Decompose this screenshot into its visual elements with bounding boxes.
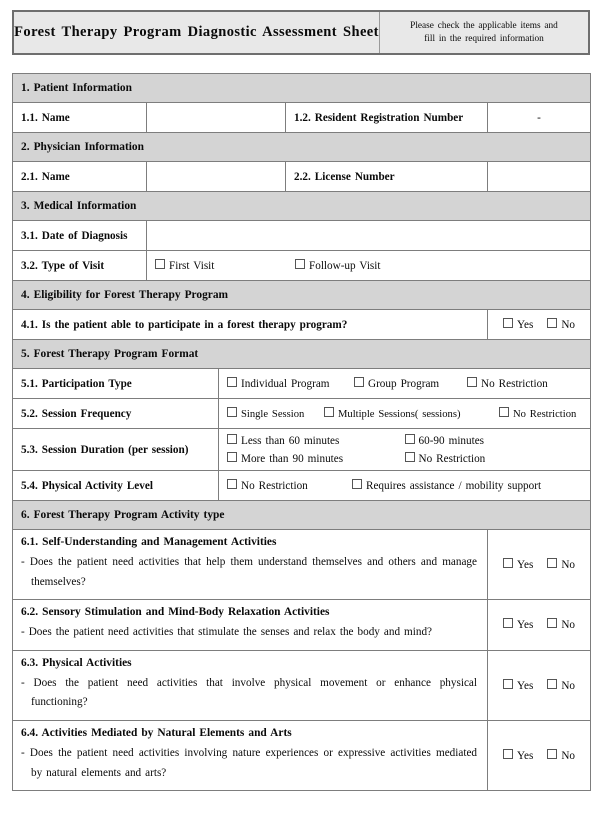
label-date-of-diagnosis: 3.1. Date of Diagnosis	[13, 221, 147, 251]
label-eligibility-question: 4.1. Is the patient able to participate in a forest therapy program?	[13, 310, 488, 340]
option-label: Requires assistance / mobility support	[366, 480, 542, 492]
option-label: Yes	[517, 750, 534, 763]
field-physician-name[interactable]	[147, 162, 286, 192]
question-title: 6.1. Self-Understanding and Management Activities	[21, 536, 277, 548]
checkbox-icon[interactable]	[227, 434, 237, 444]
title-main-cell	[14, 12, 380, 53]
checkbox-option-follow-up-visit[interactable]	[295, 259, 381, 272]
checkbox-option-no-restriction[interactable]	[405, 452, 583, 465]
table-row	[13, 399, 591, 429]
checkbox-option-no[interactable]	[547, 618, 575, 631]
checkbox-icon[interactable]	[352, 479, 362, 489]
table-row	[13, 310, 591, 340]
checkbox-option-yes[interactable]	[503, 558, 533, 571]
checkbox-option-single-session[interactable]	[227, 407, 324, 420]
label-type-of-visit: 3.2. Type of Visit	[13, 251, 147, 281]
checkbox-option-60-90-minutes[interactable]	[405, 434, 583, 447]
option-label: No	[561, 619, 575, 632]
question-text: - Does the patient need activities involving nature experiences or expressive activities mediated by natural elements and arts?	[21, 746, 477, 779]
yesno-6-3	[488, 650, 591, 720]
option-label: Multiple Sessions( sessions)	[338, 409, 461, 420]
options-physical-activity-level	[219, 471, 591, 501]
option-label: No Restriction	[418, 453, 486, 465]
table-row	[13, 650, 591, 720]
instruction-text	[410, 20, 558, 45]
table-row	[13, 369, 591, 399]
checkbox-icon[interactable]	[547, 558, 557, 568]
question-block-6-3	[13, 650, 488, 720]
label-physician-name: 2.1. Name	[13, 162, 147, 192]
yesno-6-4	[488, 720, 591, 790]
question-title: 6.4. Activities Mediated by Natural Elements and Arts	[21, 726, 292, 739]
table-row	[13, 281, 591, 310]
field-license-number[interactable]	[488, 162, 591, 192]
checkbox-icon[interactable]	[227, 452, 237, 462]
checkbox-option-group-program[interactable]	[354, 377, 467, 390]
checkbox-option-no-restriction[interactable]	[467, 377, 548, 390]
question-text: - Does the patient need activities that stimulate the senses and relax the body and mind?	[21, 626, 432, 639]
table-row	[13, 251, 591, 281]
checkbox-option-first-visit[interactable]	[155, 259, 295, 272]
checkbox-icon[interactable]	[547, 749, 557, 759]
yesno-6-2	[488, 600, 591, 651]
question-text: - Does the patient need activities that involve physical movement or enhance physical functioning?	[21, 676, 477, 709]
checkbox-option-more-than-90-minutes[interactable]	[227, 452, 405, 465]
checkbox-icon[interactable]	[354, 377, 364, 387]
table-row	[13, 530, 591, 600]
table-row	[13, 429, 591, 471]
checkbox-icon[interactable]	[503, 749, 513, 759]
table-row	[13, 221, 591, 251]
checkbox-icon[interactable]	[547, 679, 557, 689]
question-text: - Does the patient need activities that help them understand themselves and others and manage themselves?	[21, 556, 477, 588]
checkbox-icon[interactable]	[503, 318, 513, 328]
checkbox-icon[interactable]	[503, 558, 513, 568]
checkbox-option-requires-assistance[interactable]	[352, 479, 541, 492]
option-label: 60-90 minutes	[418, 435, 485, 447]
question-block-6-2	[13, 600, 488, 651]
label-resident-registration-number: 1.2. Resident Registration Number	[286, 103, 488, 133]
option-label: No Restriction	[481, 378, 548, 390]
field-date-of-diagnosis[interactable]	[147, 221, 591, 251]
checkbox-option-no[interactable]	[547, 318, 575, 331]
label-session-duration: 5.3. Session Duration (per session)	[13, 429, 219, 471]
label-session-frequency: 5.2. Session Frequency	[13, 399, 219, 429]
label-patient-name: 1.1. Name	[13, 103, 147, 133]
table-row	[13, 340, 591, 369]
checkbox-icon[interactable]	[227, 377, 237, 387]
option-label: No Restriction	[241, 480, 308, 492]
table-row	[13, 133, 591, 162]
section-heading-medical-information: 3. Medical Information	[13, 192, 591, 221]
checkbox-icon[interactable]	[324, 407, 334, 417]
question-title: 6.2. Sensory Stimulation and Mind-Body Relaxation Activities	[21, 606, 330, 619]
checkbox-option-no[interactable]	[547, 679, 575, 692]
option-label: First Visit	[169, 260, 215, 272]
option-label: Group Program	[368, 378, 440, 390]
field-patient-name[interactable]	[147, 103, 286, 133]
option-label: Single Session	[241, 409, 305, 420]
table-row	[13, 103, 591, 133]
section-heading-activity-type: 6. Forest Therapy Program Activity type	[13, 501, 591, 530]
checkbox-option-individual-program[interactable]	[227, 377, 354, 390]
checkbox-icon[interactable]	[405, 452, 415, 462]
question-block-6-1	[13, 530, 488, 600]
checkbox-option-yes[interactable]	[503, 679, 533, 692]
option-label: No	[561, 679, 575, 692]
section-heading-patient-information: 1. Patient Information	[13, 74, 591, 103]
section-heading-physician-information: 2. Physician Information	[13, 133, 591, 162]
table-row	[13, 501, 591, 530]
table-row	[13, 74, 591, 103]
table-row	[13, 192, 591, 221]
yesno-6-1	[488, 530, 591, 600]
checkbox-icon[interactable]	[227, 479, 237, 489]
checkbox-icon[interactable]	[155, 259, 165, 269]
field-resident-registration-number[interactable]: -	[488, 103, 591, 133]
instruction-line-2: fill in the required information	[424, 33, 544, 44]
label-physical-activity-level: 5.4. Physical Activity Level	[13, 471, 219, 501]
checkbox-icon[interactable]	[405, 434, 415, 444]
checkbox-option-less-than-60-minutes[interactable]	[227, 434, 405, 447]
option-label: Follow-up Visit	[309, 260, 381, 272]
checkbox-option-yes[interactable]	[503, 749, 533, 762]
checkbox-option-multiple-sessions[interactable]	[324, 407, 499, 420]
assessment-form-table	[12, 73, 591, 791]
checkbox-option-yes[interactable]	[503, 318, 533, 331]
checkbox-icon[interactable]	[295, 259, 305, 269]
checkbox-option-no[interactable]	[547, 558, 575, 571]
instruction-line-1: Please check the applicable items and	[410, 20, 558, 31]
options-participation-type	[219, 369, 591, 399]
checkbox-icon[interactable]	[503, 618, 513, 628]
checkbox-option-no-restriction[interactable]	[227, 479, 352, 492]
yesno-eligibility	[488, 310, 591, 340]
option-label: Yes	[517, 679, 534, 692]
option-row	[227, 434, 582, 447]
checkbox-icon[interactable]	[547, 618, 557, 628]
document-title-bar	[12, 10, 590, 55]
checkbox-icon[interactable]	[499, 407, 509, 417]
options-session-frequency	[219, 399, 591, 429]
checkbox-option-yes[interactable]	[503, 618, 533, 631]
option-label: No	[561, 559, 575, 572]
question-title: 6.3. Physical Activities	[21, 656, 132, 669]
checkbox-icon[interactable]	[547, 318, 557, 328]
options-session-duration	[219, 429, 591, 471]
label-license-number: 2.2. License Number	[286, 162, 488, 192]
table-row	[13, 720, 591, 790]
section-heading-program-format: 5. Forest Therapy Program Format	[13, 340, 591, 369]
option-row	[227, 452, 582, 465]
table-row	[13, 600, 591, 651]
option-label: Yes	[517, 619, 534, 632]
option-label: Yes	[517, 319, 534, 331]
question-block-6-4	[13, 720, 488, 790]
option-label: More than 90 minutes	[241, 453, 344, 465]
checkbox-icon[interactable]	[227, 407, 237, 417]
option-label: Less than 60 minutes	[241, 435, 340, 447]
instruction-cell	[380, 12, 588, 53]
option-label: No Restriction	[513, 409, 577, 420]
page-title: Forest Therapy Program Diagnostic Assessment Sheet	[14, 24, 379, 40]
label-participation-type: 5.1. Participation Type	[13, 369, 219, 399]
section-heading-eligibility: 4. Eligibility for Forest Therapy Program	[13, 281, 591, 310]
option-label: Individual Program	[241, 378, 330, 390]
checkbox-icon[interactable]	[467, 377, 477, 387]
options-type-of-visit	[147, 251, 591, 281]
option-label: Yes	[517, 559, 534, 572]
table-row	[13, 471, 591, 501]
checkbox-option-no[interactable]	[547, 749, 575, 762]
table-row	[13, 162, 591, 192]
checkbox-option-no-restriction[interactable]	[499, 407, 576, 420]
checkbox-icon[interactable]	[503, 679, 513, 689]
option-label: No	[561, 319, 575, 331]
option-label: No	[561, 750, 575, 763]
